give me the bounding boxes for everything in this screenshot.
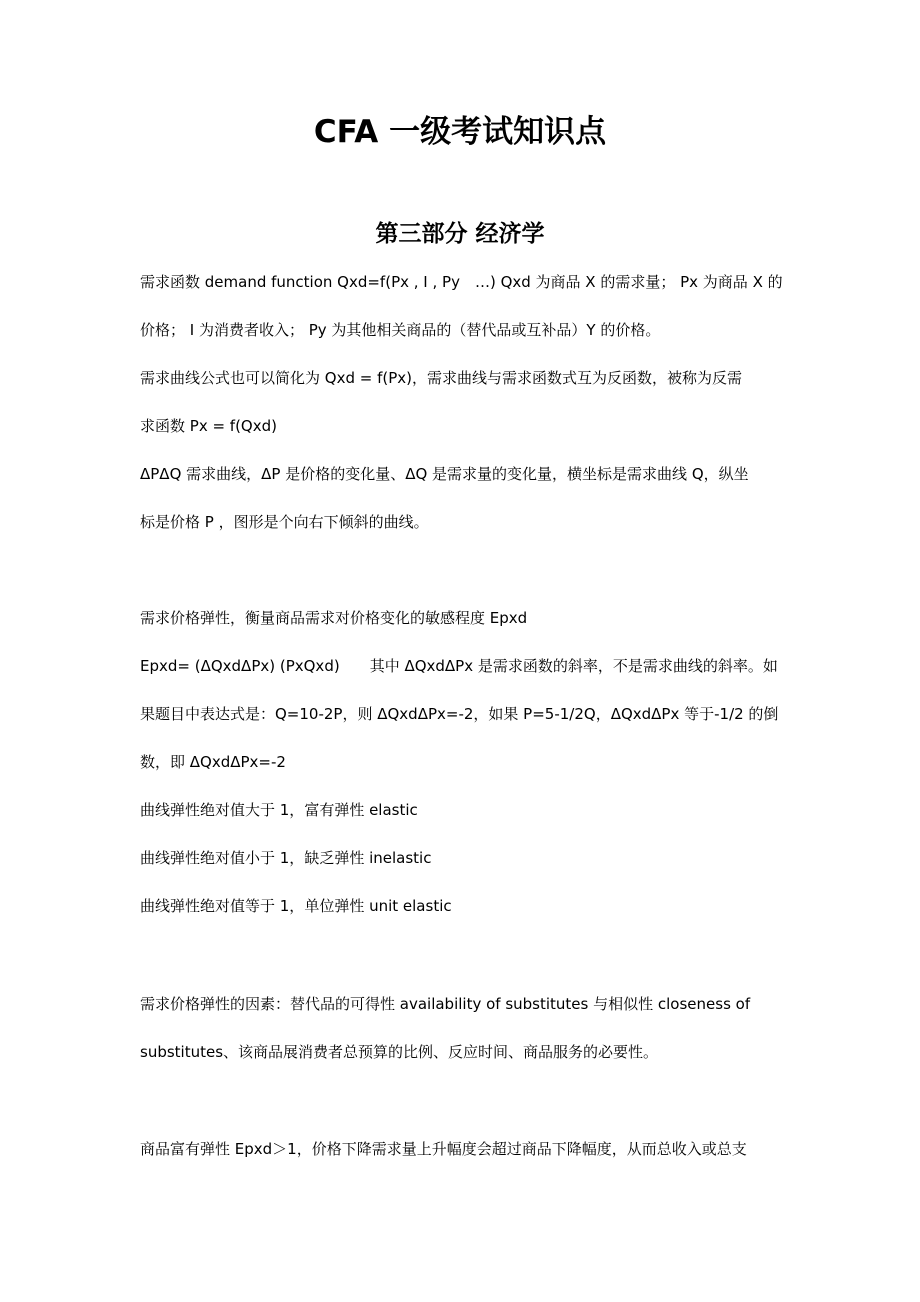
paragraph-line: 曲线弹性绝对值大于 1，富有弹性 elastic (140, 801, 418, 819)
paragraph-line: ΔPΔQ 需求曲线，ΔP 是价格的变化量、ΔQ 是需求量的变化量，横坐标是需求曲线 Q，纵坐 (140, 465, 749, 483)
paragraph-line: 需求价格弹性的因素：替代品的可得性 availability of substitutes 与相似性 closeness of (140, 995, 751, 1013)
paragraph-line: 求函数 Px = f(Qxd) (140, 417, 277, 435)
paragraph-line: 商品富有弹性 Epxd＞1，价格下降需求量上升幅度会超过商品下降幅度，从而总收入或总支 (140, 1140, 747, 1158)
paragraph-line: 数，即 ΔQxdΔPx=-2 (140, 753, 286, 771)
paragraph-line: 需求曲线公式也可以简化为 Qxd = f(Px)，需求曲线与需求函数式互为反函数，被称为反需 (140, 369, 742, 387)
paragraph-line: 曲线弹性绝对值小于 1，缺乏弹性 inelastic (140, 849, 432, 867)
document-title: CFA 一级考试知识点 (313, 114, 607, 150)
paragraph-line: 价格； I 为消费者收入； Py 为其他相关商品的（替代品或互补品）Y 的价格。 (140, 321, 661, 339)
paragraph-line: Epxd= (ΔQxdΔPx) (PxQxd) 其中 ΔQxdΔPx 是需求函数的斜率，不是需求曲线的斜率。如 (140, 657, 778, 675)
paragraph-line: 需求函数 demand function Qxd=f(Px , I , Py …) Qxd 为商品 X 的需求量； Px 为商品 X 的 (140, 273, 783, 291)
paragraph-line: substitutes、该商品展消费者总预算的比例、反应时间、商品服务的必要性。 (140, 1043, 659, 1061)
section-title: 第三部分 经济学 (375, 221, 545, 247)
paragraph-line: 标是价格 P ，图形是个向右下倾斜的曲线。 (140, 513, 429, 531)
paragraph-line: 需求价格弹性，衡量商品需求对价格变化的敏感程度 Epxd (140, 609, 528, 627)
paragraph-line: 曲线弹性绝对值等于 1，单位弹性 unit elastic (140, 897, 452, 915)
paragraph-line: 果题目中表达式是：Q=10-2P，则 ΔQxdΔPx=-2，如果 P=5-1/2Q，ΔQxdΔPx 等于-1/2 的倒 (140, 705, 779, 723)
